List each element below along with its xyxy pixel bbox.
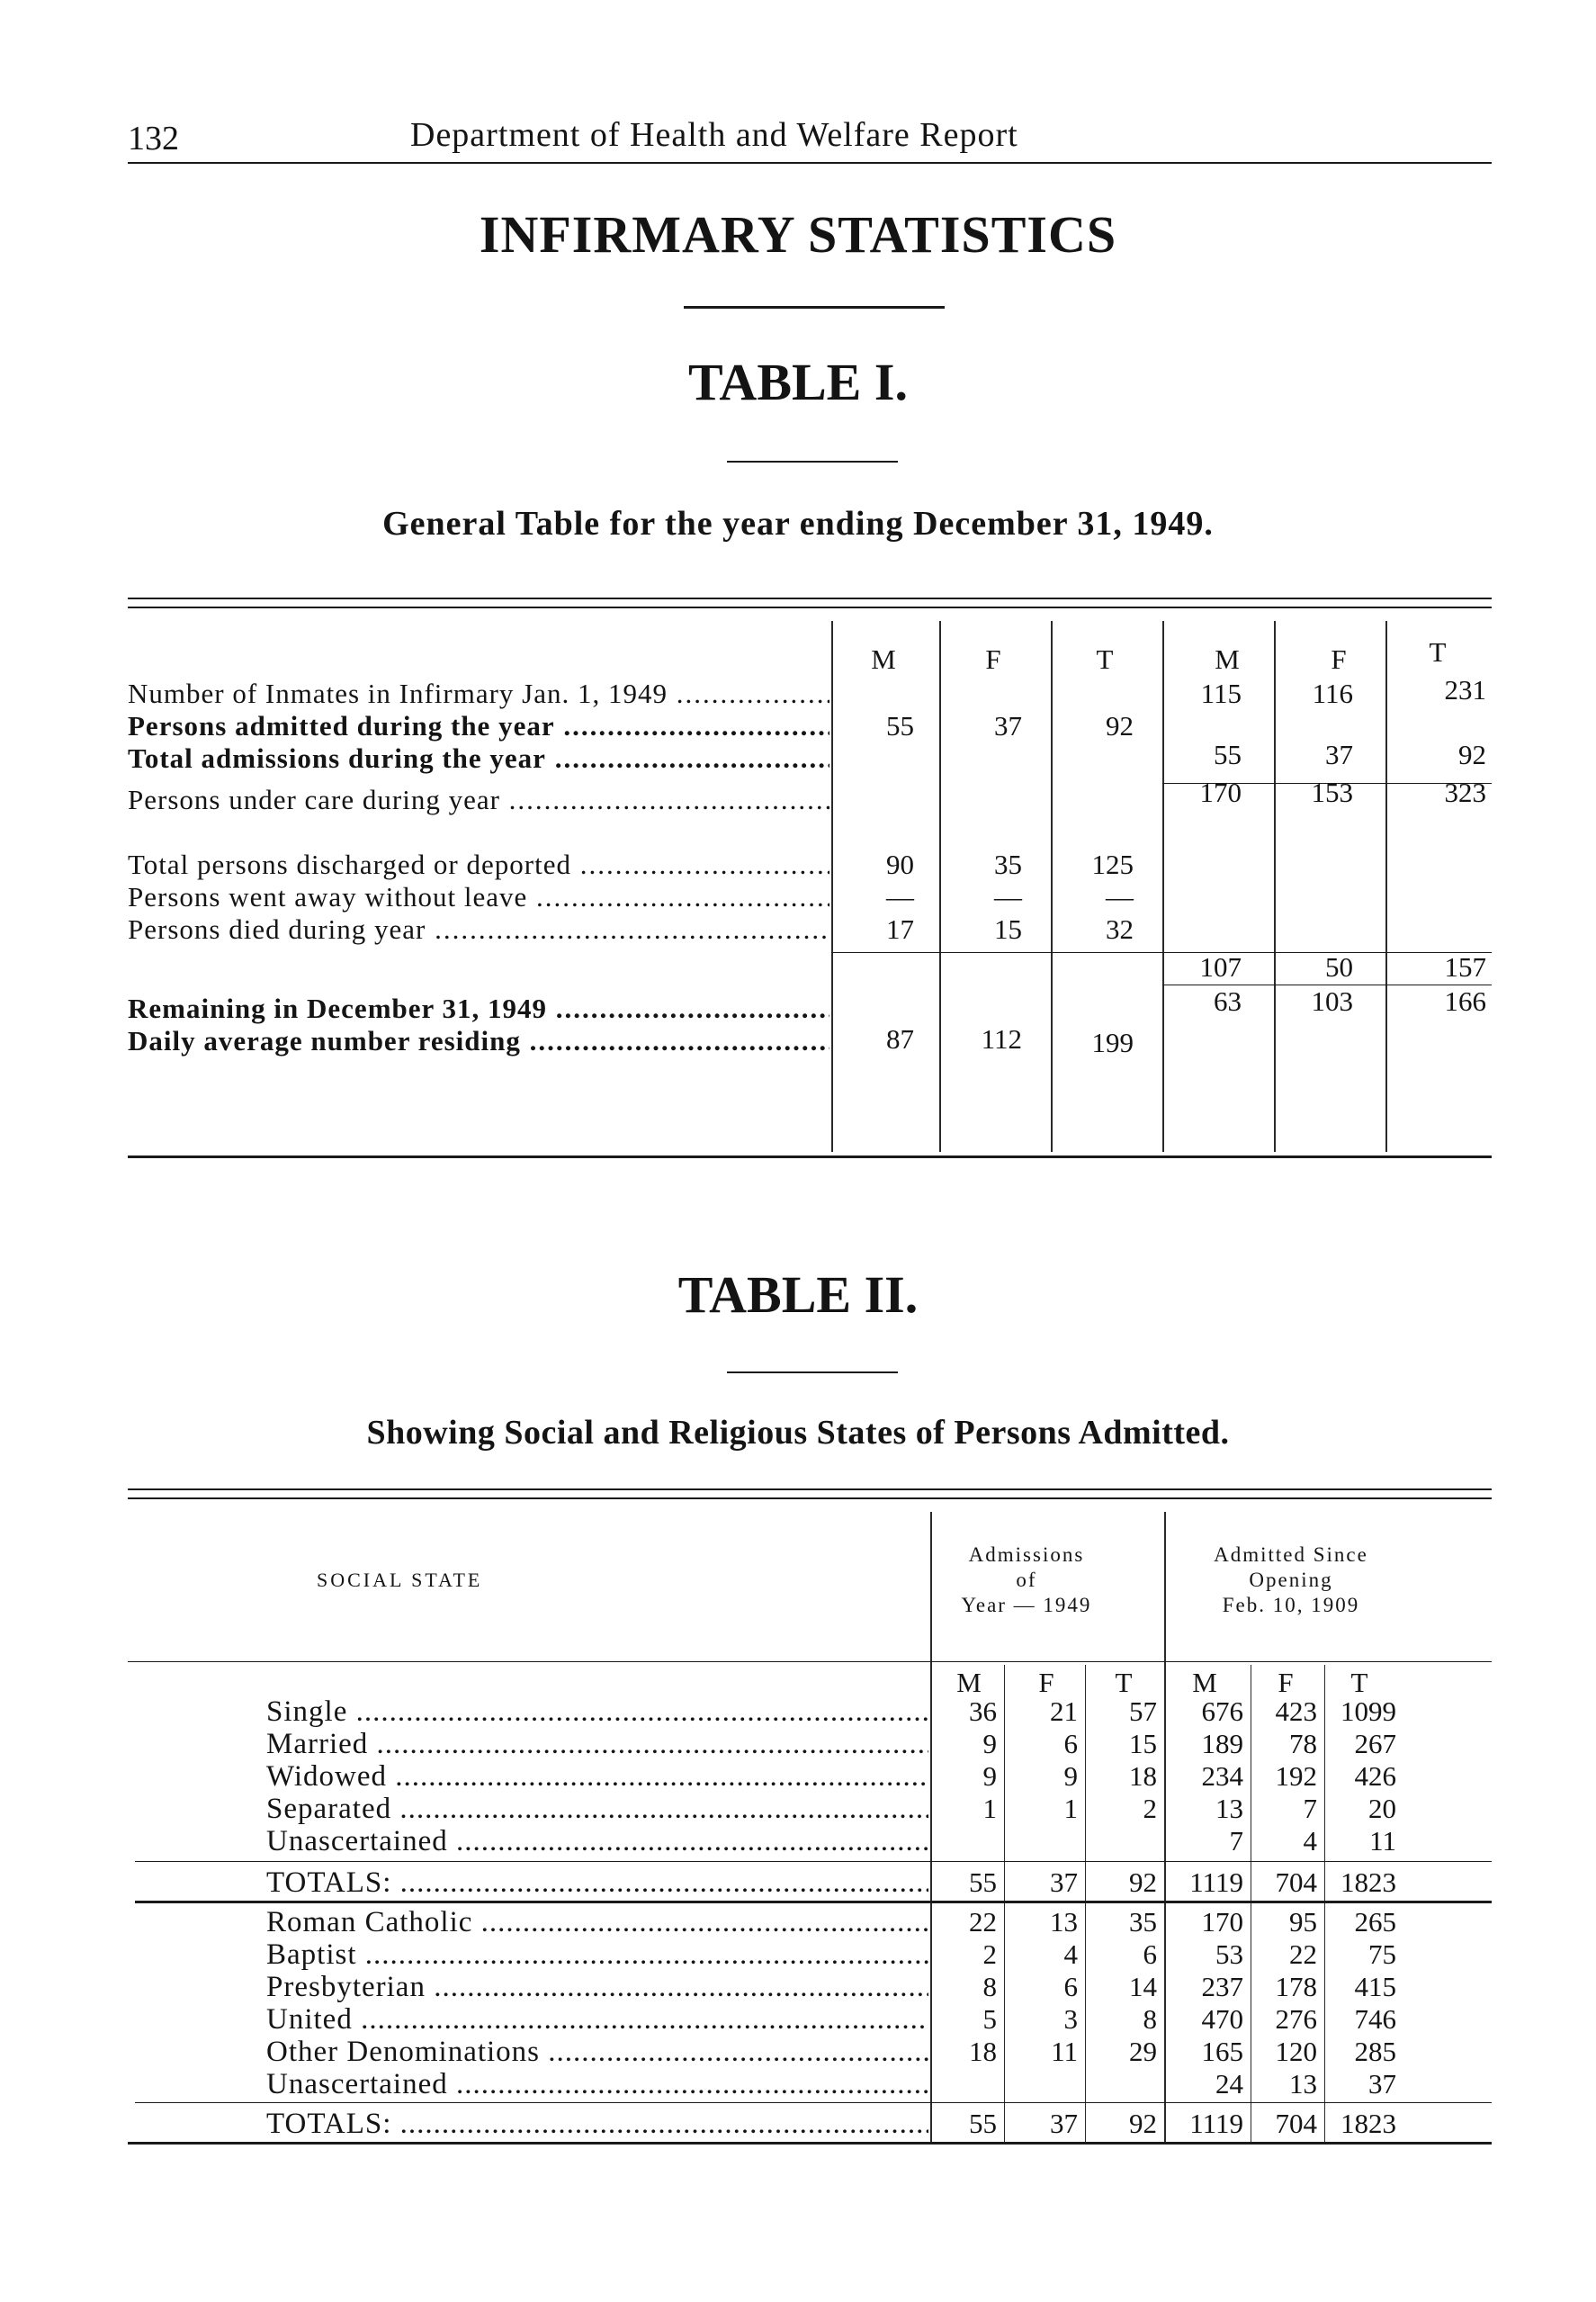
t2-cell: 704 — [1275, 1866, 1317, 1898]
t1-cell: 153 — [1311, 777, 1353, 808]
t1-cell: 55 — [886, 710, 914, 742]
t2-cell: 265 — [1354, 1906, 1396, 1938]
t2-cell: 1099 — [1340, 1695, 1396, 1727]
t2-cell: 57 — [1129, 1695, 1157, 1727]
t2-cell: 276 — [1275, 2003, 1317, 2035]
t1-row-label: Persons died during year ..... — [128, 913, 829, 947]
t2-cell: 21 — [1050, 1695, 1078, 1727]
t2-bottom-rule — [128, 2142, 1492, 2145]
t2-cell: 24 — [1215, 2068, 1243, 2100]
t2-row-label: United ..... — [266, 2003, 928, 2036]
group1-header-line: Year — 1949 — [961, 1594, 1092, 1616]
t2-cell: 9 — [982, 1760, 997, 1792]
t2-cell: 35 — [1129, 1906, 1157, 1938]
t1-cell: 92 — [1458, 739, 1486, 770]
t2-cell: 2 — [982, 1938, 997, 1970]
t2-cell: 15 — [1129, 1728, 1157, 1759]
t1-cell: 107 — [1199, 951, 1242, 983]
t2-cell: 2 — [1143, 1793, 1157, 1824]
table1-top-rule — [128, 598, 1492, 599]
t2-col-header: F — [1038, 1667, 1054, 1698]
t2-cell: 426 — [1354, 1760, 1396, 1792]
t1-cell: 37 — [994, 710, 1022, 742]
t2-row-label: TOTALS: ..... — [266, 2108, 928, 2140]
t2-cell: 22 — [1289, 1938, 1317, 1970]
t1-cell: 199 — [1091, 1027, 1134, 1058]
t2-cell: 29 — [1129, 2036, 1157, 2067]
t1-cell: 112 — [981, 1023, 1022, 1055]
t2-row-label: Single ..... — [266, 1695, 928, 1728]
t1-cell: 323 — [1444, 777, 1486, 808]
t2-cell: 1823 — [1340, 1866, 1396, 1898]
t2-row-label: Baptist ..... — [266, 1938, 928, 1971]
t2-cell: 18 — [1129, 1760, 1157, 1792]
t1-col-header: M — [1215, 643, 1240, 675]
t1-cell: 115 — [1200, 678, 1242, 709]
t1-row-label: Total persons discharged or deported ..... — [128, 848, 829, 882]
t1-cell: 55 — [1214, 739, 1242, 770]
t2-cell: 285 — [1354, 2036, 1396, 2067]
t1-row-label: Total admissions during the year ..... — [128, 742, 829, 776]
t2-col-header: T — [1115, 1667, 1133, 1698]
t2-cell: 234 — [1201, 1760, 1243, 1792]
t1-cell: 87 — [886, 1023, 914, 1055]
t2-row-label: TOTALS: ..... — [266, 1866, 928, 1899]
table1-subtitle: General Table for the year ending December 31, 1949. — [382, 505, 1214, 543]
t2-cell: 192 — [1275, 1760, 1317, 1792]
t2-cell: 36 — [969, 1695, 997, 1727]
t2-cell: 55 — [969, 2108, 997, 2139]
t2-row-label: Unascertained ..... — [266, 2068, 928, 2100]
t2-cell: 704 — [1275, 2108, 1317, 2139]
t2-cell: 165 — [1201, 2036, 1243, 2067]
group1-header-line: Admissions — [968, 1543, 1085, 1566]
t2-vrule — [1085, 1665, 1086, 2142]
t1-row-label: Persons under care during year ..... — [128, 783, 829, 817]
t2-cell: 22 — [969, 1906, 997, 1938]
t2-cell: 415 — [1354, 1971, 1396, 2002]
t2-row-label: Married ..... — [266, 1728, 928, 1760]
t2-cell: 1 — [982, 1793, 997, 1824]
t2-row-label: Widowed ..... — [266, 1760, 928, 1793]
t2-cell: 3 — [1063, 2003, 1078, 2035]
t2-cell: 13 — [1215, 1793, 1243, 1824]
t2-cell: 8 — [982, 1971, 997, 2002]
t2-cell: 7 — [1303, 1793, 1317, 1824]
t2-cell: 37 — [1050, 1866, 1078, 1898]
t2-cell: 14 — [1129, 1971, 1157, 2002]
t2-cell: 55 — [969, 1866, 997, 1898]
t2-cell: 1 — [1063, 1793, 1078, 1824]
table1-title: TABLE I. — [688, 353, 908, 411]
t1-cell: 231 — [1444, 674, 1486, 706]
t2-cell: 9 — [1063, 1760, 1078, 1792]
t2-cell: 7 — [1229, 1825, 1243, 1857]
t2-row-label: Presbyterian ..... — [266, 1971, 928, 2003]
t2-cell: 78 — [1289, 1728, 1317, 1759]
t1-row-label: Persons went away without leave ..... — [128, 880, 829, 914]
t2-col-header: F — [1278, 1667, 1294, 1698]
t1-cell: — — [886, 881, 914, 913]
table2-top-rule-2 — [128, 1497, 1492, 1499]
t1-cell: 170 — [1199, 777, 1242, 808]
t2-cell: 8 — [1143, 2003, 1157, 2035]
t2-col-header: M — [1192, 1667, 1217, 1698]
t1-cell: 35 — [994, 849, 1022, 880]
t1-cell: 32 — [1106, 913, 1134, 945]
t2-cell: 178 — [1275, 1971, 1317, 2002]
title-rule — [684, 306, 945, 309]
t2-cell: 18 — [969, 2036, 997, 2067]
t1-row-label: Remaining in December 31, 1949 ..... — [128, 992, 829, 1026]
t2-cell: 53 — [1215, 1938, 1243, 1970]
t2-header-rule — [128, 1661, 1492, 1662]
t2-cell: 11 — [1369, 1825, 1396, 1857]
t2-cell: 95 — [1289, 1906, 1317, 1938]
page-number: 132 — [128, 120, 179, 157]
t2-cell: 4 — [1303, 1825, 1317, 1857]
group2-header-line: Admitted Since — [1214, 1543, 1368, 1566]
t2-cell: 11 — [1051, 2036, 1078, 2067]
t2-social-totals-rule — [135, 1901, 1492, 1903]
t1-cell: 92 — [1106, 710, 1134, 742]
t2-cell: 20 — [1368, 1793, 1396, 1824]
t1-cell: 157 — [1444, 951, 1486, 983]
t1-col-header: F — [1331, 643, 1347, 675]
group2-header-line: Opening — [1249, 1569, 1333, 1591]
table1-top-rule-2 — [128, 607, 1492, 608]
t2-cell: 92 — [1129, 2108, 1157, 2139]
t2-row-label: Roman Catholic ..... — [266, 1906, 928, 1938]
t2-cell: 75 — [1368, 1938, 1396, 1970]
t2-cell: 676 — [1201, 1695, 1243, 1727]
t1-cell: 125 — [1091, 849, 1134, 880]
t2-cell: 37 — [1368, 2068, 1396, 2100]
t2-vrule — [1004, 1665, 1005, 2142]
table1-bottom-rule — [128, 1155, 1492, 1158]
t2-col-header: T — [1350, 1667, 1368, 1698]
t1-cell: 166 — [1444, 985, 1486, 1017]
main-title: INFIRMARY STATISTICS — [479, 205, 1117, 264]
t2-vrule — [930, 1512, 932, 2142]
t2-cell: 13 — [1050, 1906, 1078, 1938]
t1-cell: 63 — [1214, 985, 1242, 1017]
table2-subtitle: Showing Social and Religious States of Persons Admitted. — [366, 1414, 1230, 1452]
t2-row-label: Other Denominations ..... — [266, 2036, 928, 2068]
t1-cell: 50 — [1325, 951, 1353, 983]
t2-cell: 92 — [1129, 1866, 1157, 1898]
t1-cell: — — [994, 881, 1022, 913]
t1-col-header: T — [1429, 636, 1447, 668]
social-state-header: SOCIAL STATE — [317, 1569, 483, 1591]
t2-cell: 9 — [982, 1728, 997, 1759]
table2-title: TABLE II. — [677, 1265, 919, 1324]
t2-cell: 4 — [1063, 1938, 1078, 1970]
t2-cell: 13 — [1289, 2068, 1317, 2100]
group1-header — [932, 1542, 1121, 1618]
t1-cell: 17 — [886, 913, 914, 945]
table2-top-rule — [128, 1488, 1492, 1490]
t2-cell: 6 — [1063, 1728, 1078, 1759]
t1-col-header: F — [985, 643, 1001, 675]
t2-cell: 267 — [1354, 1728, 1396, 1759]
t2-cell: 6 — [1143, 1938, 1157, 1970]
t1-cell: 90 — [886, 849, 914, 880]
t2-cell: 37 — [1050, 2108, 1078, 2139]
t2-cell: 1119 — [1189, 2108, 1243, 2139]
t2-col-header: M — [956, 1667, 982, 1698]
t2-cell: 423 — [1275, 1695, 1317, 1727]
t2-cell: 237 — [1201, 1971, 1243, 2002]
t2-cell: 5 — [982, 2003, 997, 2035]
t1-col-header: M — [871, 643, 896, 675]
t1-cell: 103 — [1311, 985, 1353, 1017]
t2-row-label: Unascertained ..... — [266, 1825, 928, 1857]
header-rule — [128, 162, 1492, 164]
t1-row-label: Daily average number residing ..... — [128, 1024, 829, 1058]
t2-cell: 170 — [1201, 1906, 1243, 1938]
t2-cell: 1823 — [1340, 2108, 1396, 2139]
t2-cell: 470 — [1201, 2003, 1243, 2035]
group1-header-line: of — [1016, 1569, 1037, 1591]
t1-cell: — — [1106, 881, 1134, 913]
t2-cell: 746 — [1354, 2003, 1396, 2035]
t2-religion-rule — [135, 2102, 1492, 2103]
t2-social-rule — [135, 1861, 1492, 1862]
t2-cell: 189 — [1201, 1728, 1243, 1759]
t1-cell: 15 — [994, 913, 1022, 945]
table1-title-rule — [727, 461, 898, 463]
t2-row-label: Separated ..... — [266, 1793, 928, 1825]
group2-header — [1161, 1542, 1421, 1618]
group2-header-line: Feb. 10, 1909 — [1222, 1594, 1360, 1616]
t2-cell: 6 — [1063, 1971, 1078, 2002]
table2-title-rule — [727, 1371, 898, 1373]
t2-cell: 1119 — [1189, 1866, 1243, 1898]
t1-row-label: Persons admitted during the year ..... — [128, 709, 829, 743]
t2-cell: 120 — [1275, 2036, 1317, 2067]
t1-vrule — [1385, 621, 1387, 1152]
t1-col-header: T — [1096, 643, 1114, 675]
t1-row-label: Number of Inmates in Infirmary Jan. 1, 1949 ..... — [128, 677, 829, 711]
t1-cell: 116 — [1312, 678, 1353, 709]
t1-cell: 37 — [1325, 739, 1353, 770]
running-title: Department of Health and Welfare Report — [410, 116, 1018, 154]
